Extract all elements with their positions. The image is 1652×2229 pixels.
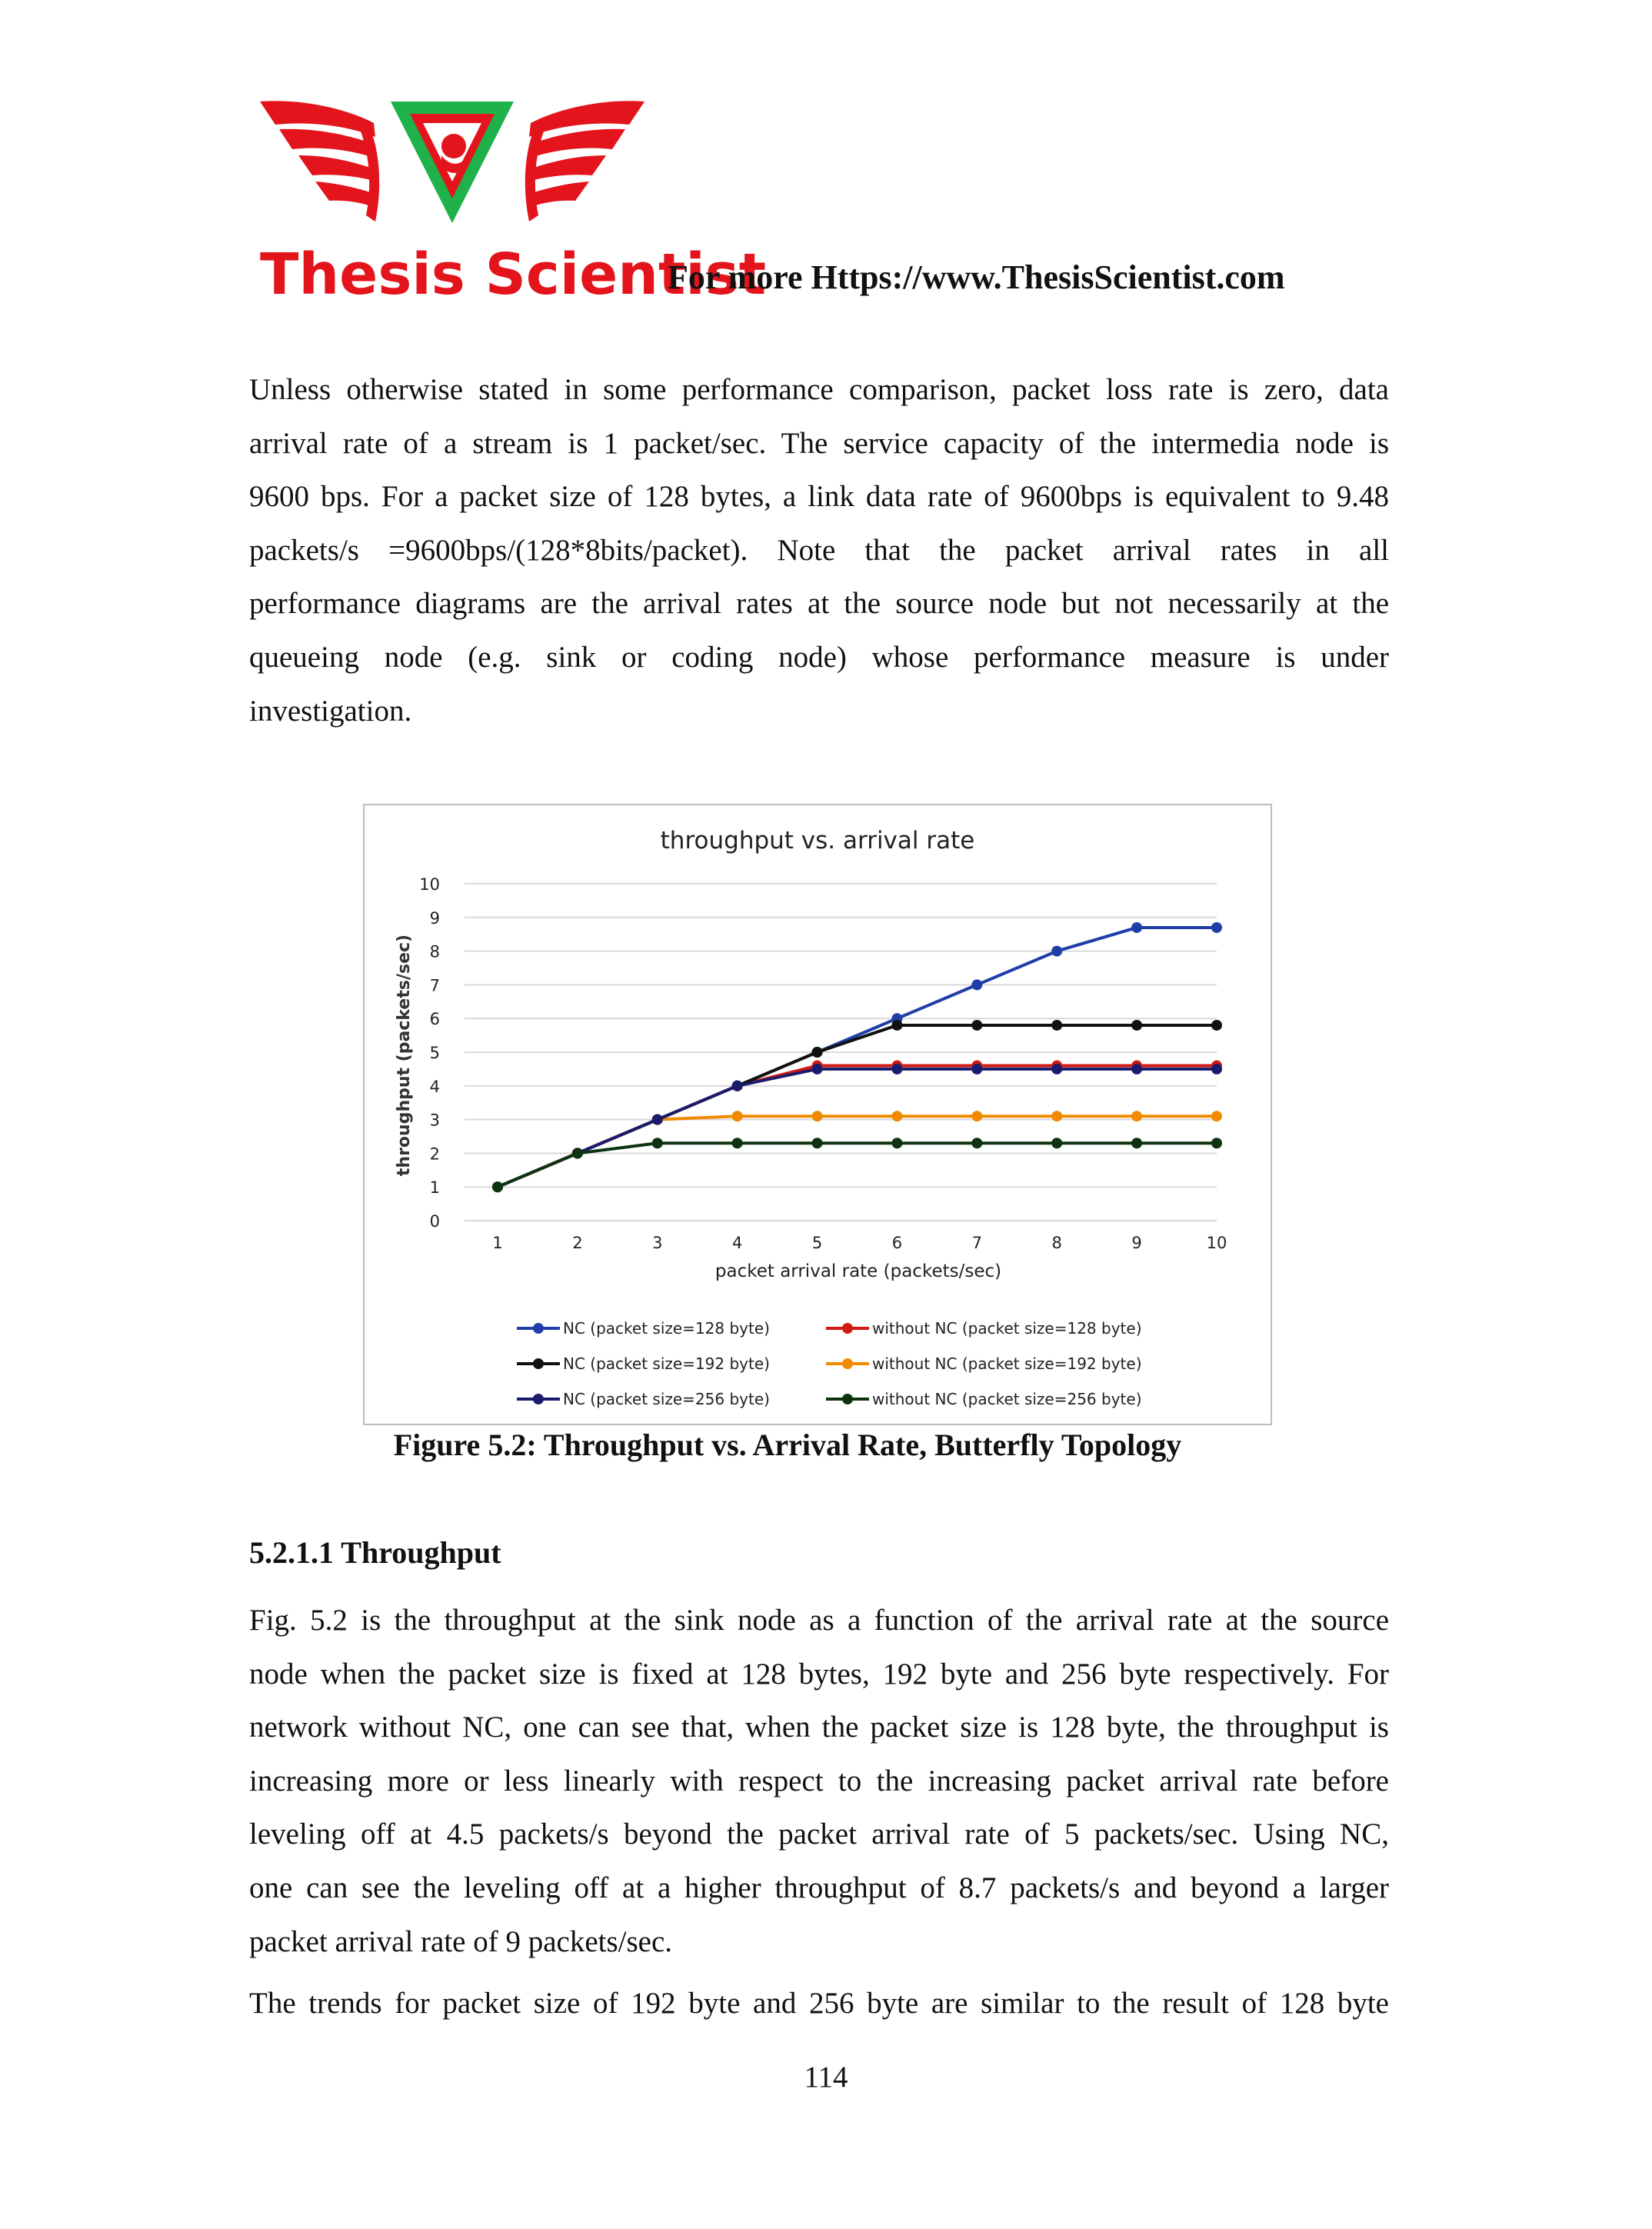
- series-line: [498, 1066, 1217, 1188]
- data-point: [891, 1020, 902, 1031]
- y-tick-label: 8: [429, 942, 440, 961]
- y-tick-label: 7: [429, 976, 440, 995]
- chart-title: throughput vs. arrival rate: [660, 827, 975, 855]
- x-tick-label: 6: [891, 1234, 903, 1252]
- y-tick-label: 2: [429, 1144, 440, 1164]
- data-point: [971, 1111, 982, 1121]
- data-point: [891, 1138, 902, 1148]
- legend-swatch-marker: [533, 1358, 544, 1369]
- text-line: leveling off at 4.5 packets/s beyond the packet arrival rate of 5 packets/sec. Using NC,: [249, 1818, 1389, 1851]
- legend-label: NC (packet size=256 byte): [563, 1390, 770, 1408]
- data-point: [732, 1138, 743, 1148]
- data-point: [812, 1064, 823, 1075]
- text-line: 9600 bps. For a packet size of 128 bytes, a link data rate of 9600bps is equivalent to 9.48: [249, 480, 1389, 514]
- legend-label: NC (packet size=128 byte): [563, 1319, 770, 1338]
- legend-label: without NC (packet size=256 byte): [872, 1390, 1142, 1408]
- series-line: [498, 1069, 1217, 1187]
- data-point: [652, 1138, 663, 1148]
- legend-item: [826, 1354, 1142, 1373]
- text-line: one can see the leveling off at a higher throughput of 8.7 packets/s and beyond a larger: [249, 1871, 1389, 1904]
- data-point: [1051, 1064, 1062, 1075]
- y-tick-label: 0: [429, 1212, 440, 1231]
- data-point: [1131, 1020, 1142, 1031]
- data-point: [1131, 1138, 1142, 1148]
- throughput-paragraph: [249, 1594, 1389, 1968]
- data-point: [1211, 1111, 1222, 1121]
- legend-item: [517, 1319, 770, 1338]
- data-point: [1131, 1064, 1142, 1075]
- legend-item: [826, 1319, 1142, 1338]
- series-6: [492, 1138, 1222, 1192]
- data-point: [572, 1148, 583, 1158]
- legend-swatch-marker: [533, 1323, 544, 1334]
- text-line: Unless otherwise stated in some performance comparison, packet loss rate is zero, data: [249, 373, 1389, 406]
- legend-swatch-marker: [842, 1358, 853, 1369]
- thesis-scientist-logo: [252, 92, 767, 308]
- x-tick-label: 7: [971, 1234, 983, 1252]
- text-line: performance diagrams are the arrival rates at the source node but not necessarily at the: [249, 587, 1389, 621]
- text-line: network without NC, one can see that, when the packet size is 128 byte, the throughput is: [249, 1711, 1389, 1744]
- legend-swatch-marker: [842, 1323, 853, 1334]
- y-tick-label: 6: [429, 1010, 440, 1029]
- series-5: [492, 1064, 1222, 1192]
- logo-graphic: [252, 92, 767, 308]
- series-3: [492, 1020, 1222, 1192]
- data-point: [1211, 922, 1222, 933]
- data-point: [732, 1081, 743, 1091]
- data-point: [492, 1181, 503, 1192]
- text-line: queueing node (e.g. sink or coding node) whose performance measure is under: [249, 640, 1389, 674]
- text-line: increasing more or less linearly with respect to the increasing packet arrival rate before: [249, 1764, 1389, 1798]
- series-line: [498, 928, 1217, 1187]
- x-tick-label: 4: [731, 1234, 743, 1252]
- y-tick-label: 9: [429, 908, 440, 928]
- legend-item: [517, 1354, 770, 1373]
- y-tick-label: 1: [429, 1178, 440, 1198]
- text-line: arrival rate of a stream is 1 packet/sec. The service capacity of the intermedia node is: [249, 426, 1389, 460]
- trends-paragraph: [249, 1977, 1389, 2031]
- data-point: [1131, 1111, 1142, 1121]
- logo-text: Thesis Scientist: [260, 242, 767, 308]
- data-point: [971, 979, 982, 990]
- data-point: [812, 1111, 823, 1121]
- data-point: [812, 1138, 823, 1148]
- series-line: [498, 1116, 1217, 1187]
- text-line: investigation.: [249, 694, 412, 728]
- x-tick-label: 1: [492, 1234, 503, 1252]
- text-line: packet arrival rate of 9 packets/sec.: [249, 1924, 673, 1958]
- data-point: [1051, 1020, 1062, 1031]
- y-tick-label: 5: [429, 1044, 440, 1062]
- legend-label: without NC (packet size=128 byte): [872, 1319, 1142, 1338]
- data-point: [971, 1064, 982, 1075]
- legend-item: [826, 1390, 1142, 1408]
- y-tick-label: 3: [429, 1111, 440, 1130]
- text-line: Fig. 5.2 is the throughput at the sink node as a function of the arrival rate at the source: [249, 1604, 1389, 1637]
- data-point: [652, 1114, 663, 1125]
- data-point: [1211, 1064, 1222, 1075]
- legend-label: NC (packet size=192 byte): [563, 1354, 770, 1373]
- series-2: [492, 1061, 1222, 1193]
- data-point: [971, 1020, 982, 1031]
- section-heading: 5.2.1.1 Throughput: [249, 1535, 501, 1570]
- data-point: [732, 1111, 743, 1121]
- text-line: The trends for packet size of 192 byte and 256 byte are similar to the result of 128 byte: [249, 1987, 1389, 2020]
- data-point: [1211, 1020, 1222, 1031]
- x-tick-label: 10: [1206, 1234, 1227, 1252]
- x-tick-label: 5: [811, 1234, 823, 1252]
- data-point: [1051, 1138, 1062, 1148]
- data-point: [1131, 922, 1142, 933]
- x-tick-label: 2: [572, 1234, 583, 1252]
- series-line: [498, 1025, 1217, 1187]
- text-line: packets/s =9600bps/(128*8bits/packet). Note that the packet arrival rates in all: [249, 533, 1389, 567]
- data-point: [1051, 946, 1062, 957]
- legend-swatch-marker: [533, 1394, 544, 1404]
- legend-label: without NC (packet size=192 byte): [872, 1354, 1142, 1373]
- x-tick-label: 8: [1051, 1234, 1062, 1252]
- data-point: [812, 1047, 823, 1058]
- intro-paragraph: [249, 363, 1389, 738]
- site-url[interactable]: For more Https://www.ThesisScientist.com: [668, 258, 1285, 296]
- page-number: 114: [804, 2061, 848, 2094]
- figure-caption: Figure 5.2: Throughput vs. Arrival Rate, Butterfly Topology: [393, 1428, 1182, 1462]
- data-point: [971, 1138, 982, 1148]
- chart-y-axis-label: throughput (packets/sec): [395, 934, 414, 1177]
- series-1: [492, 922, 1222, 1192]
- data-point: [1211, 1138, 1222, 1148]
- text-line: node when the packet size is fixed at 128 bytes, 192 byte and 256 byte respectively. For: [249, 1657, 1389, 1691]
- legend-item: [517, 1390, 770, 1408]
- series-line: [498, 1143, 1217, 1187]
- chart-x-axis-label: packet arrival rate (packets/sec): [714, 1261, 1002, 1281]
- data-point: [891, 1111, 902, 1121]
- y-tick-label: 4: [429, 1077, 440, 1096]
- throughput-chart: [363, 804, 1272, 1425]
- data-point: [1051, 1111, 1062, 1121]
- legend-swatch-marker: [842, 1394, 853, 1404]
- x-tick-label: 9: [1131, 1234, 1142, 1252]
- data-point: [891, 1064, 902, 1075]
- x-tick-label: 3: [652, 1234, 663, 1252]
- y-tick-label: 10: [419, 875, 440, 894]
- chart-svg: [365, 805, 1271, 1424]
